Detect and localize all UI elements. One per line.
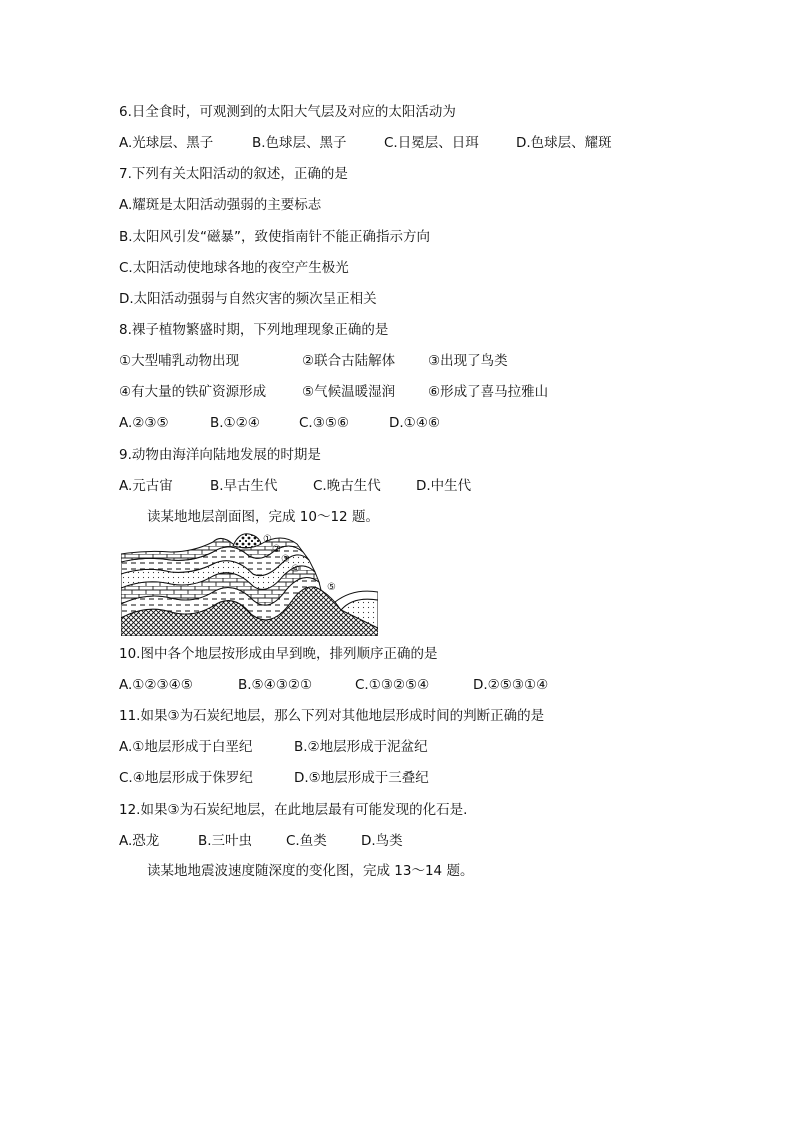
q8-item-1: ①大型哺乳动物出现 bbox=[119, 353, 240, 369]
q12-option-b: B.三叶虫 bbox=[198, 833, 253, 849]
q9-option-b: B.早古生代 bbox=[210, 478, 278, 494]
q11-option-b: B.②地层形成于泥盆纪 bbox=[294, 739, 428, 755]
stratum-pebble-cap bbox=[233, 534, 261, 548]
strata-cross-section-figure bbox=[121, 530, 378, 636]
q11-option-c: C.④地层形成于侏罗纪 bbox=[119, 770, 253, 786]
q10-option-c: C.①③②⑤④ bbox=[355, 677, 430, 693]
q6-option-b: B.色球层、黑子 bbox=[252, 135, 347, 151]
q6-stem: 6.日全食时，可观测到的太阳大气层及对应的太阳活动为 bbox=[119, 104, 456, 120]
q12-option-c: C.鱼类 bbox=[286, 833, 327, 849]
q11-option-d: D.⑤地层形成于三叠纪 bbox=[294, 770, 429, 786]
figure-label-1: ① bbox=[263, 534, 272, 545]
intro-13-14: 读某地地震波速度随深度的变化图，完成 13～14 题。 bbox=[147, 863, 474, 879]
q8-item-2: ②联合古陆解体 bbox=[302, 353, 396, 369]
q12-option-d: D.鸟类 bbox=[361, 833, 403, 849]
q7-option-c: C.太阳活动使地球各地的夜空产生极光 bbox=[119, 260, 349, 276]
q12-stem: 12.如果③为石炭纪地层，在此地层最有可能发现的化石是. bbox=[119, 802, 468, 818]
q8-option-c: C.③⑤⑥ bbox=[299, 415, 350, 431]
q11-option-a: A.①地层形成于白垩纪 bbox=[119, 739, 253, 755]
q7-option-b: B.太阳风引发“磁暴”，致使指南针不能正确指示方向 bbox=[119, 229, 431, 245]
q9-stem: 9.动物由海洋向陆地发展的时期是 bbox=[119, 447, 321, 463]
figure-label-4: ④ bbox=[291, 564, 300, 575]
q7-stem: 7.下列有关太阳活动的叙述，正确的是 bbox=[119, 166, 348, 182]
q9-option-c: C.晚古生代 bbox=[313, 478, 381, 494]
q10-option-a: A.①②③④⑤ bbox=[119, 677, 193, 693]
q7-option-d: D.太阳活动强弱与自然灾害的频次呈正相关 bbox=[119, 291, 377, 307]
q7-option-a: A.耀斑是太阳活动强弱的主要标志 bbox=[119, 197, 322, 213]
q9-option-d: D.中生代 bbox=[416, 478, 472, 494]
q8-option-b: B.①②④ bbox=[210, 415, 260, 431]
q11-stem: 11.如果③为石炭纪地层，那么下列对其他地层形成时间的判断正确的是 bbox=[119, 708, 545, 724]
q6-option-c: C.日冕层、日珥 bbox=[384, 135, 479, 151]
q8-item-6: ⑥形成了喜马拉雅山 bbox=[428, 384, 549, 400]
q8-option-d: D.①④⑥ bbox=[389, 415, 440, 431]
q6-option-d: D.色球层、耀斑 bbox=[516, 135, 612, 151]
q10-option-b: B.⑤④③②① bbox=[238, 677, 313, 693]
q8-item-4: ④有大量的铁矿资源形成 bbox=[119, 384, 267, 400]
intro-10-12: 读某地地层剖面图，完成 10～12 题。 bbox=[147, 509, 379, 525]
q8-item-5: ⑤气候温暖湿润 bbox=[302, 384, 396, 400]
figure-label-2: ② bbox=[272, 544, 281, 555]
q9-option-a: A.元古宙 bbox=[119, 478, 173, 494]
q6-option-a: A.光球层、黑子 bbox=[119, 135, 214, 151]
q10-stem: 10.图中各个地层按形成由早到晚，排列顺序正确的是 bbox=[119, 646, 438, 662]
q8-item-3: ③出现了鸟类 bbox=[428, 353, 508, 369]
q10-option-d: D.②⑤③①④ bbox=[473, 677, 549, 693]
q8-option-a: A.②③⑤ bbox=[119, 415, 169, 431]
figure-label-3: ③ bbox=[281, 554, 290, 565]
q12-option-a: A.恐龙 bbox=[119, 833, 160, 849]
q8-stem: 8.裸子植物繁盛时期，下列地理现象正确的是 bbox=[119, 322, 389, 338]
figure-label-5: ⑤ bbox=[327, 582, 336, 593]
